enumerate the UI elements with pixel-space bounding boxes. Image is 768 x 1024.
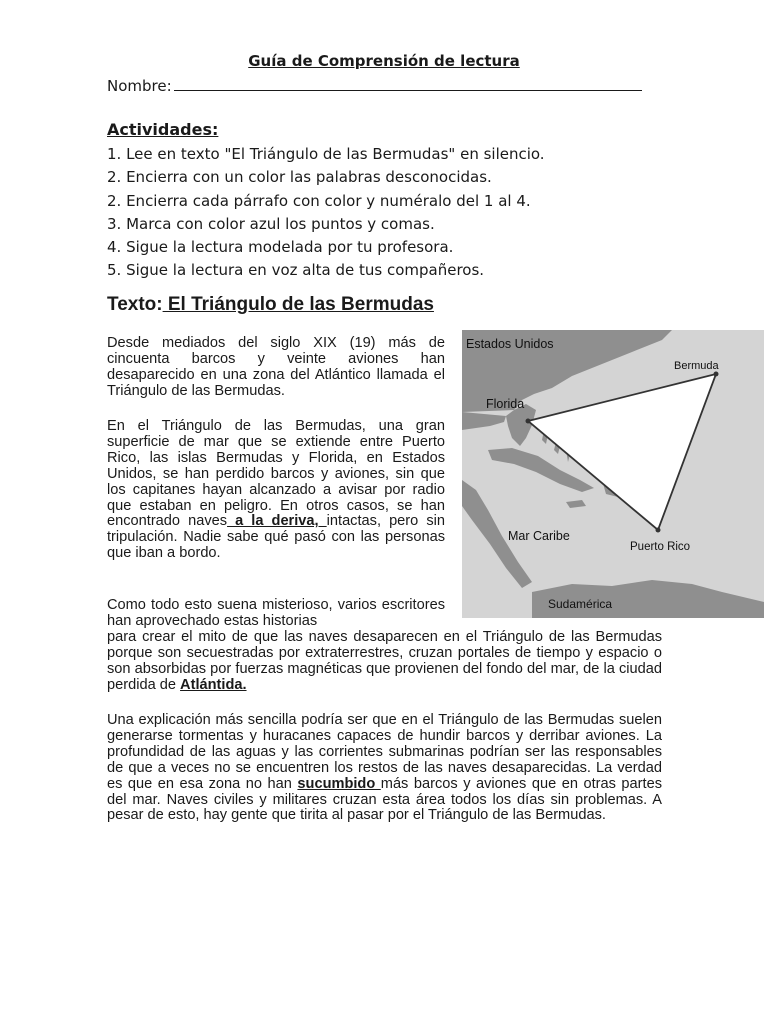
worksheet-title: Guía de Comprensión de lectura [248,52,520,70]
term-a-la-deriva: a la deriva, [227,513,327,530]
term-atlantida: Atlántida. [180,676,247,693]
activity-item: 4. Sigue la lectura modelada por tu profesora. [107,238,454,257]
name-blank-line [174,76,642,91]
activity-item: 2. Encierra con un color las palabras desconocidas. [107,168,492,187]
map-label-south-america: Sudamérica [548,597,613,611]
activity-item: 2. Encierra cada párrafo con color y numéralo del 1 al 4. [107,191,531,210]
activity-item: 3. Marca con color azul los puntos y comas. [107,214,435,233]
text-heading [107,294,434,316]
map-label-usa: Estados Unidos [466,337,554,351]
term-sucumbido: sucumbido [297,775,381,792]
bermuda-triangle-map [462,330,764,618]
activity-item: 1. Lee en texto "El Triángulo de las Bermudas" en silencio. [107,145,545,163]
activities-list [107,143,545,283]
text-label: Texto: [107,294,163,315]
name-label: Nombre: [107,77,172,95]
activity-item: 5. Sigue la lectura en voz alta de tus compañeros. [107,261,485,280]
map-label-puerto-rico: Puerto Rico [630,541,691,553]
map-label-bermuda: Bermuda [674,360,719,372]
text-title: El Triángulo de las Bermudas [162,294,434,315]
paragraph-3-part-1: Como todo esto suena misterioso, varios escritores han aprovechado estas historias [107,597,445,629]
activities-heading: Actividades: [107,120,219,139]
paragraph-2: En el Triángulo de las Bermudas, una gran superficie de mar que se extiende entre Puerto Rico, las islas Bermudas y Florida, en Estados Unidos, se han perdido barcos y aviones, sin que los capitanes hayan alcanzado a avisar por radio que estaban en peligro. En otros casos, se han encontrado naves a la deriva, intactas, pero sin tripulación. Nadie sabe qué pasó con las personas que iban a bordo. [107,418,446,562]
paragraph-1: Desde mediados del siglo XIX (19) más de cincuenta barcos y veinte aviones han desaparecido en una zona del Atlántico llamada el Triángulo de las Bermudas. [107,335,445,399]
paragraph-3-part-2: para crear el mito de que las naves desaparecen en el Triángulo de las Bermudas porque son secuestradas por extraterrestres, cruzan portales de tiempo y espacio o son absorbidas por fuerzas magnéticas que provienen del fondo del mar, de la ciudad perdida de Atlántida. [107,629,662,693]
name-field [107,76,642,95]
map-label-florida: Florida [486,397,525,411]
map-label-caribbean: Mar Caribe [508,529,570,543]
paragraph-4: Una explicación más sencilla podría ser que en el Triángulo de las Bermudas suelen generarse tormentas y huracanes capaces de hundir barcos y derribar aviones. La profundidad de las aguas y las corrientes submarinas podrían ser las responsables de que a veces no se encuentren los restos de las naves desaparecidas. La verdad es que en esa zona no han sucumbido más barcos y aviones que en otras partes del mar. Naves civiles y militares cruzan esta área todos los días sin problemas. A pesar de esto, hay gente que tirita al pasar por el Triángulo de las Bermudas. [107,712,662,824]
